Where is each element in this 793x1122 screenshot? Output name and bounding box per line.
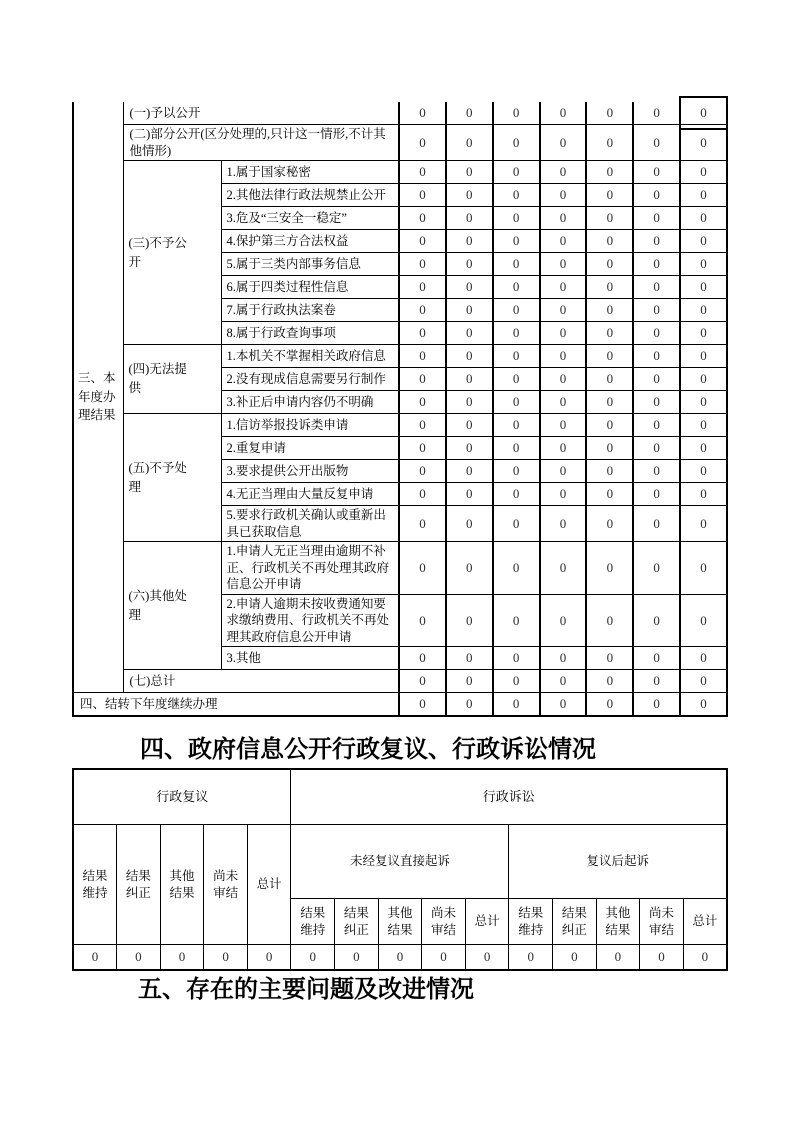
litigation-outcome-header: 结果维持 bbox=[291, 899, 335, 945]
cutoff-cell-border bbox=[679, 96, 728, 130]
value-cell: 0 bbox=[540, 483, 587, 506]
value-cell: 0 bbox=[633, 299, 680, 322]
value-cell: 0 bbox=[291, 945, 335, 971]
value-cell: 0 bbox=[399, 368, 446, 391]
value-cell: 0 bbox=[493, 460, 540, 483]
table-row bbox=[73, 125, 727, 161]
value-cell: 0 bbox=[446, 125, 493, 161]
review-litigation-table bbox=[72, 768, 728, 971]
value-cell: 0 bbox=[446, 207, 493, 230]
value-cell: 0 bbox=[586, 542, 633, 595]
value-cell: 0 bbox=[399, 125, 446, 161]
review-section-header: 行政复议 bbox=[73, 769, 291, 825]
value-cell: 0 bbox=[680, 460, 727, 483]
table-row bbox=[73, 945, 727, 971]
result-group-label: (三)不予公开 bbox=[123, 161, 221, 345]
value-cell: 0 bbox=[633, 276, 680, 299]
table-row bbox=[73, 693, 727, 717]
result-item-label: 4.保护第三方合法权益 bbox=[221, 230, 399, 253]
result-item-label: 1.属于国家秘密 bbox=[221, 161, 399, 184]
value-cell: 0 bbox=[586, 670, 633, 693]
litigation-outcome-header: 尚未审结 bbox=[422, 899, 466, 945]
value-cell: 0 bbox=[586, 460, 633, 483]
table-row bbox=[73, 345, 727, 368]
value-cell: 0 bbox=[493, 594, 540, 647]
value-cell: 0 bbox=[680, 414, 727, 437]
value-cell: 0 bbox=[680, 483, 727, 506]
value-cell: 0 bbox=[465, 945, 509, 971]
value-cell: 0 bbox=[446, 322, 493, 345]
value-cell: 0 bbox=[493, 542, 540, 595]
value-cell: 0 bbox=[680, 276, 727, 299]
value-cell: 0 bbox=[586, 391, 633, 414]
value-cell: 0 bbox=[540, 391, 587, 414]
section5-heading: 五、存在的主要问题及改进情况 bbox=[138, 976, 474, 1003]
value-cell: 0 bbox=[493, 299, 540, 322]
review-outcome-header: 结果维持 bbox=[73, 825, 117, 945]
section3-side-label: 三、本年度办理结果 bbox=[73, 102, 123, 693]
value-cell: 0 bbox=[493, 207, 540, 230]
value-cell: 0 bbox=[446, 184, 493, 207]
value-cell: 0 bbox=[446, 542, 493, 595]
result-item-label: 3.危及“三安全一稳定” bbox=[221, 207, 399, 230]
value-cell: 0 bbox=[633, 506, 680, 542]
value-cell: 0 bbox=[540, 299, 587, 322]
value-cell: 0 bbox=[680, 437, 727, 460]
value-cell: 0 bbox=[493, 483, 540, 506]
value-cell: 0 bbox=[680, 345, 727, 368]
value-cell: 0 bbox=[399, 647, 446, 670]
value-cell: 0 bbox=[586, 253, 633, 276]
value-cell: 0 bbox=[633, 693, 680, 717]
table-row bbox=[73, 414, 727, 437]
value-cell: 0 bbox=[540, 253, 587, 276]
value-cell: 0 bbox=[399, 276, 446, 299]
value-cell: 0 bbox=[493, 414, 540, 437]
value-cell: 0 bbox=[680, 322, 727, 345]
value-cell: 0 bbox=[446, 276, 493, 299]
value-cell: 0 bbox=[540, 670, 587, 693]
result-item-label: 6.属于四类过程性信息 bbox=[221, 276, 399, 299]
value-cell: 0 bbox=[540, 161, 587, 184]
value-cell: 0 bbox=[633, 594, 680, 647]
value-cell: 0 bbox=[493, 184, 540, 207]
value-cell: 0 bbox=[540, 322, 587, 345]
value-cell: 0 bbox=[633, 161, 680, 184]
result-item-label: 3.其他 bbox=[221, 647, 399, 670]
value-cell: 0 bbox=[446, 437, 493, 460]
value-cell: 0 bbox=[680, 184, 727, 207]
result-category-label: (七)总计 bbox=[123, 670, 399, 693]
value-cell: 0 bbox=[399, 184, 446, 207]
value-cell: 0 bbox=[399, 102, 446, 125]
value-cell: 0 bbox=[586, 594, 633, 647]
result-item-label: 1.信访举报投诉类申请 bbox=[221, 414, 399, 437]
value-cell: 0 bbox=[399, 322, 446, 345]
value-cell: 0 bbox=[540, 506, 587, 542]
value-cell: 0 bbox=[73, 945, 117, 971]
value-cell: 0 bbox=[399, 670, 446, 693]
value-cell: 0 bbox=[680, 125, 727, 161]
value-cell: 0 bbox=[540, 230, 587, 253]
value-cell: 0 bbox=[633, 207, 680, 230]
value-cell: 0 bbox=[540, 102, 587, 125]
value-cell: 0 bbox=[446, 460, 493, 483]
value-cell: 0 bbox=[493, 276, 540, 299]
review-outcome-header: 结果纠正 bbox=[117, 825, 161, 945]
value-cell: 0 bbox=[540, 345, 587, 368]
value-cell: 0 bbox=[680, 391, 727, 414]
value-cell: 0 bbox=[586, 276, 633, 299]
value-cell: 0 bbox=[540, 125, 587, 161]
value-cell: 0 bbox=[493, 391, 540, 414]
value-cell: 0 bbox=[633, 322, 680, 345]
review-outcome-header: 总计 bbox=[247, 825, 291, 945]
value-cell: 0 bbox=[540, 368, 587, 391]
value-cell: 0 bbox=[399, 594, 446, 647]
value-cell: 0 bbox=[680, 253, 727, 276]
result-item-label: 8.属于行政查询事项 bbox=[221, 322, 399, 345]
table-row bbox=[73, 670, 727, 693]
value-cell: 0 bbox=[596, 945, 640, 971]
value-cell: 0 bbox=[247, 945, 291, 971]
value-cell: 0 bbox=[680, 542, 727, 595]
value-cell: 0 bbox=[586, 184, 633, 207]
table-row bbox=[73, 825, 727, 899]
value-cell: 0 bbox=[399, 693, 446, 717]
value-cell: 0 bbox=[586, 368, 633, 391]
value-cell: 0 bbox=[540, 693, 587, 717]
value-cell: 0 bbox=[160, 945, 204, 971]
value-cell: 0 bbox=[586, 647, 633, 670]
litigation-outcome-header: 总计 bbox=[683, 899, 727, 945]
value-cell: 0 bbox=[446, 161, 493, 184]
value-cell: 0 bbox=[540, 276, 587, 299]
value-cell: 0 bbox=[399, 437, 446, 460]
result-item-label: 2.重复申请 bbox=[221, 437, 399, 460]
value-cell: 0 bbox=[586, 102, 633, 125]
value-cell: 0 bbox=[446, 483, 493, 506]
table-row bbox=[73, 102, 727, 125]
value-cell: 0 bbox=[446, 102, 493, 125]
value-cell: 0 bbox=[493, 437, 540, 460]
table-row bbox=[73, 161, 727, 184]
value-cell: 0 bbox=[586, 506, 633, 542]
value-cell: 0 bbox=[446, 253, 493, 276]
value-cell: 0 bbox=[540, 184, 587, 207]
value-cell: 0 bbox=[399, 506, 446, 542]
value-cell: 0 bbox=[493, 693, 540, 717]
value-cell: 0 bbox=[680, 693, 727, 717]
value-cell: 0 bbox=[640, 945, 684, 971]
result-item-label: 1.本机关不掌握相关政府信息 bbox=[221, 345, 399, 368]
value-cell: 0 bbox=[540, 460, 587, 483]
value-cell: 0 bbox=[586, 322, 633, 345]
value-cell: 0 bbox=[117, 945, 161, 971]
result-item-label: 4.无正当理由大量反复申请 bbox=[221, 483, 399, 506]
value-cell: 0 bbox=[540, 647, 587, 670]
value-cell: 0 bbox=[493, 102, 540, 125]
value-cell: 0 bbox=[446, 414, 493, 437]
value-cell: 0 bbox=[493, 230, 540, 253]
value-cell: 0 bbox=[680, 230, 727, 253]
litigation-outcome-header: 结果纠正 bbox=[335, 899, 379, 945]
value-cell: 0 bbox=[540, 207, 587, 230]
result-group-label: (五)不予处理 bbox=[123, 414, 221, 542]
review-outcome-header: 其他结果 bbox=[160, 825, 204, 945]
value-cell: 0 bbox=[493, 345, 540, 368]
litigation-outcome-header: 其他结果 bbox=[596, 899, 640, 945]
result-item-label: 5.属于三类内部事务信息 bbox=[221, 253, 399, 276]
value-cell: 0 bbox=[553, 945, 597, 971]
value-cell: 0 bbox=[204, 945, 248, 971]
value-cell: 0 bbox=[633, 125, 680, 161]
value-cell: 0 bbox=[446, 299, 493, 322]
value-cell: 0 bbox=[633, 460, 680, 483]
value-cell: 0 bbox=[633, 414, 680, 437]
value-cell: 0 bbox=[399, 230, 446, 253]
value-cell: 0 bbox=[446, 670, 493, 693]
value-cell: 0 bbox=[586, 437, 633, 460]
result-item-label: 3.补正后申请内容仍不明确 bbox=[221, 391, 399, 414]
value-cell: 0 bbox=[399, 253, 446, 276]
value-cell: 0 bbox=[540, 414, 587, 437]
value-cell: 0 bbox=[680, 368, 727, 391]
value-cell: 0 bbox=[633, 647, 680, 670]
result-item-label: 5.要求行政机关确认或重新出具已获取信息 bbox=[221, 506, 399, 542]
value-cell: 0 bbox=[633, 542, 680, 595]
value-cell: 0 bbox=[399, 161, 446, 184]
direct-suit-header: 未经复议直接起诉 bbox=[291, 825, 509, 899]
value-cell: 0 bbox=[680, 299, 727, 322]
value-cell: 0 bbox=[446, 594, 493, 647]
value-cell: 0 bbox=[586, 483, 633, 506]
value-cell: 0 bbox=[586, 414, 633, 437]
value-cell: 0 bbox=[586, 693, 633, 717]
value-cell: 0 bbox=[633, 230, 680, 253]
value-cell: 0 bbox=[493, 670, 540, 693]
value-cell: 0 bbox=[446, 506, 493, 542]
value-cell: 0 bbox=[493, 161, 540, 184]
carryover-row-label: 四、结转下年度继续办理 bbox=[73, 693, 399, 717]
table-row bbox=[73, 769, 727, 825]
result-category-label: (二)部分公开(区分处理的,只计这一情形,不计其他情形) bbox=[123, 125, 399, 161]
result-group-label: (六)其他处理 bbox=[123, 542, 221, 670]
value-cell: 0 bbox=[633, 102, 680, 125]
value-cell: 0 bbox=[446, 345, 493, 368]
value-cell: 0 bbox=[446, 391, 493, 414]
value-cell: 0 bbox=[399, 483, 446, 506]
value-cell: 0 bbox=[422, 945, 466, 971]
litigation-outcome-header: 总计 bbox=[465, 899, 509, 945]
result-item-label: 2.申请人逾期未按收费通知要求缴纳费用、行政机关不再处理其政府信息公开申请 bbox=[221, 594, 399, 647]
value-cell: 0 bbox=[586, 125, 633, 161]
value-cell: 0 bbox=[399, 299, 446, 322]
value-cell: 0 bbox=[633, 670, 680, 693]
litigation-outcome-header: 其他结果 bbox=[378, 899, 422, 945]
result-category-label: (一)予以公开 bbox=[123, 102, 399, 125]
value-cell: 0 bbox=[683, 945, 727, 971]
value-cell: 0 bbox=[399, 391, 446, 414]
value-cell: 0 bbox=[540, 542, 587, 595]
result-item-label: 1.申请人无正当理由逾期不补正、行政机关不再处理其政府信息公开申请 bbox=[221, 542, 399, 595]
value-cell: 0 bbox=[633, 437, 680, 460]
result-item-label: 3.要求提供公开出版物 bbox=[221, 460, 399, 483]
result-item-label: 2.没有现成信息需要另行制作 bbox=[221, 368, 399, 391]
value-cell: 0 bbox=[680, 207, 727, 230]
value-cell: 0 bbox=[633, 184, 680, 207]
value-cell: 0 bbox=[586, 161, 633, 184]
value-cell: 0 bbox=[586, 345, 633, 368]
value-cell: 0 bbox=[446, 647, 493, 670]
value-cell: 0 bbox=[633, 483, 680, 506]
value-cell: 0 bbox=[633, 368, 680, 391]
value-cell: 0 bbox=[446, 368, 493, 391]
value-cell: 0 bbox=[493, 322, 540, 345]
value-cell: 0 bbox=[586, 299, 633, 322]
value-cell: 0 bbox=[586, 230, 633, 253]
value-cell: 0 bbox=[446, 230, 493, 253]
value-cell: 0 bbox=[399, 207, 446, 230]
value-cell: 0 bbox=[680, 506, 727, 542]
litigation-outcome-header: 结果纠正 bbox=[553, 899, 597, 945]
value-cell: 0 bbox=[378, 945, 422, 971]
value-cell: 0 bbox=[509, 945, 553, 971]
value-cell: 0 bbox=[399, 345, 446, 368]
litigation-outcome-header: 结果维持 bbox=[509, 899, 553, 945]
value-cell: 0 bbox=[680, 161, 727, 184]
value-cell: 0 bbox=[335, 945, 379, 971]
value-cell: 0 bbox=[633, 345, 680, 368]
value-cell: 0 bbox=[680, 594, 727, 647]
value-cell: 0 bbox=[493, 253, 540, 276]
litigation-section-header: 行政诉讼 bbox=[291, 769, 727, 825]
annual-results-table bbox=[72, 102, 728, 717]
value-cell: 0 bbox=[540, 437, 587, 460]
value-cell: 0 bbox=[399, 414, 446, 437]
section4-heading: 四、政府信息公开行政复议、行政诉讼情况 bbox=[140, 736, 596, 763]
value-cell: 0 bbox=[493, 368, 540, 391]
review-outcome-header: 尚未审结 bbox=[204, 825, 248, 945]
value-cell: 0 bbox=[540, 594, 587, 647]
value-cell: 0 bbox=[399, 542, 446, 595]
post-review-suit-header: 复议后起诉 bbox=[509, 825, 727, 899]
value-cell: 0 bbox=[680, 670, 727, 693]
value-cell: 0 bbox=[493, 125, 540, 161]
result-item-label: 2.其他法律行政法规禁止公开 bbox=[221, 184, 399, 207]
value-cell: 0 bbox=[493, 647, 540, 670]
result-item-label: 7.属于行政执法案卷 bbox=[221, 299, 399, 322]
value-cell: 0 bbox=[633, 391, 680, 414]
result-group-label: (四)无法提供 bbox=[123, 345, 221, 414]
value-cell: 0 bbox=[633, 253, 680, 276]
annual-results-table-wrapper bbox=[72, 102, 728, 717]
value-cell: 0 bbox=[493, 506, 540, 542]
value-cell: 0 bbox=[446, 693, 493, 717]
review-litigation-table-wrapper bbox=[72, 768, 728, 971]
litigation-outcome-header: 尚未审结 bbox=[640, 899, 684, 945]
value-cell: 0 bbox=[680, 647, 727, 670]
value-cell: 0 bbox=[680, 102, 727, 125]
value-cell: 0 bbox=[586, 207, 633, 230]
table-row bbox=[73, 542, 727, 595]
value-cell: 0 bbox=[399, 460, 446, 483]
